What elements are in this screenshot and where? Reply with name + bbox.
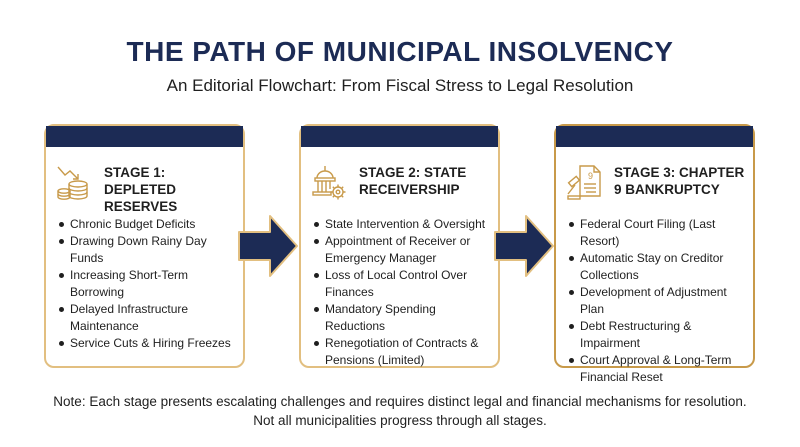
stage-3-card <box>554 124 755 384</box>
page-subtitle: An Editorial Flowchart: From Fiscal Stress to Legal Resolution <box>166 76 634 95</box>
page-title: THE PATH OF MUNICIPAL INSOLVENCY <box>126 36 674 67</box>
stage-1-title: STAGE 1: DEPLETED RESERVES <box>104 165 178 214</box>
stage-3-header-band <box>556 126 753 147</box>
list-item: Renegotiation of Contracts & Pensions (Limited) <box>313 335 492 369</box>
list-item: Increasing Short-Term Borrowing <box>58 267 237 301</box>
stage-1-list <box>58 216 237 352</box>
footnote-line-1: Note: Each stage presents escalating challenges and requires distinct legal and financial mechanisms for resolution. <box>53 394 747 409</box>
stage-1-card <box>44 124 245 368</box>
list-item: State Intervention & Oversight <box>313 216 492 233</box>
stage-3-header <box>566 164 747 204</box>
list-item: Court Approval & Long-Term Financial Reset <box>568 352 747 386</box>
stage-3-title: STAGE 3: CHAPTER 9 BANKRUPTCY <box>614 165 745 197</box>
list-item: Delayed Infrastructure Maintenance <box>58 301 237 335</box>
chapter-9-icon-label: 9 <box>588 171 594 181</box>
gavel-document-9-icon <box>566 164 602 202</box>
flow-arrow-2 <box>494 214 554 278</box>
stage-1-header <box>56 164 237 214</box>
flow-arrow-1 <box>238 214 298 278</box>
list-item: Federal Court Filing (Last Resort) <box>568 216 747 250</box>
footnote-line-2: Not all municipalities progress through all stages. <box>253 413 547 428</box>
stage-2-card <box>299 124 500 368</box>
list-item: Chronic Budget Deficits <box>58 216 237 233</box>
coins-declining-icon <box>56 164 92 202</box>
list-item: Automatic Stay on Creditor Collections <box>568 250 747 284</box>
stage-3-list <box>568 216 747 386</box>
capitol-building-gear-icon <box>311 164 347 202</box>
list-item: Mandatory Spending Reductions <box>313 301 492 335</box>
list-item: Appointment of Receiver or Emergency Manager <box>313 233 492 267</box>
list-item: Development of Adjustment Plan <box>568 284 747 318</box>
stage-2-header <box>311 164 492 204</box>
list-item: Service Cuts & Hiring Freezes <box>58 335 237 352</box>
stage-2-list <box>313 216 492 369</box>
list-item: Loss of Local Control Over Finances <box>313 267 492 301</box>
stage-2-header-band <box>301 126 498 147</box>
stage-1-header-band <box>46 126 243 147</box>
list-item: Debt Restructuring & Impairment <box>568 318 747 352</box>
footnote <box>0 392 800 430</box>
stage-2-title: STAGE 2: STATE RECEIVERSHIP <box>359 165 467 197</box>
list-item: Drawing Down Rainy Day Funds <box>58 233 237 267</box>
